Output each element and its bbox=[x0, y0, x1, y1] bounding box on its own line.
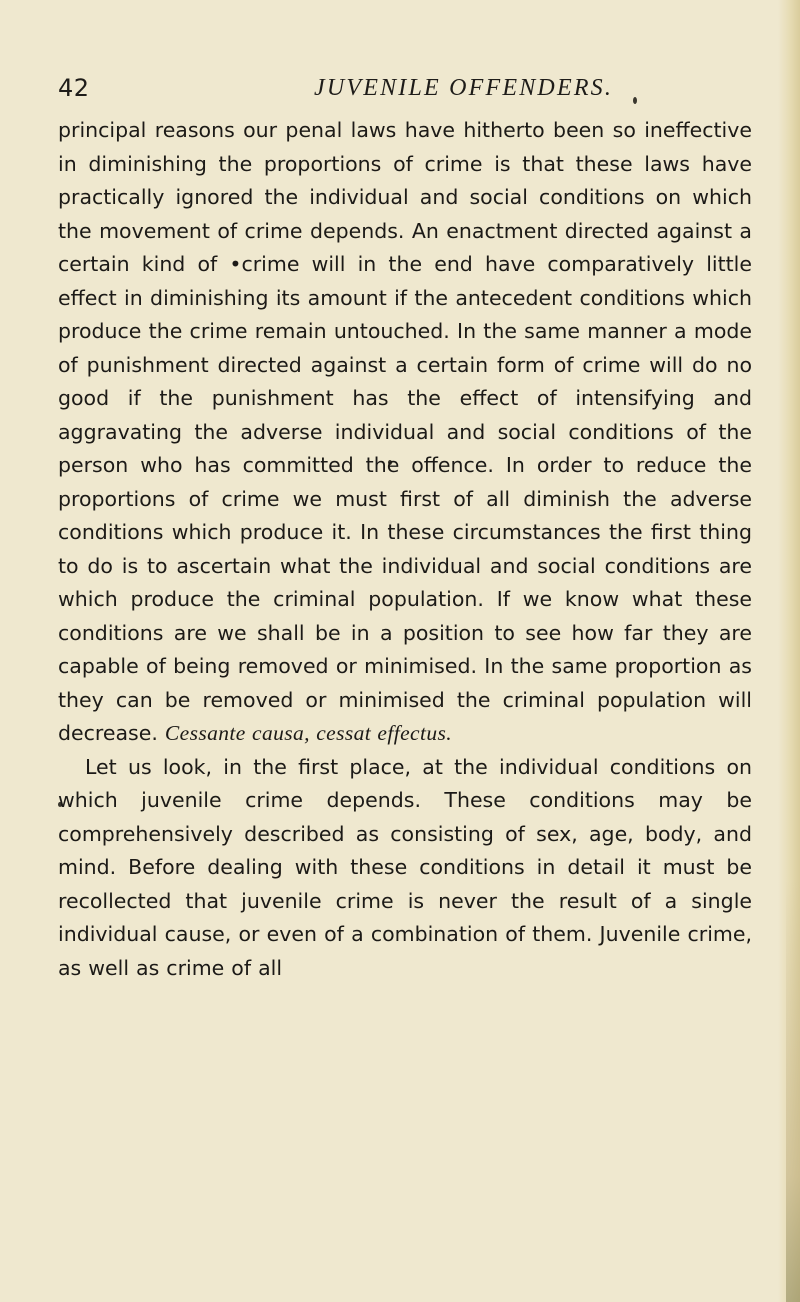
paragraph bbox=[58, 114, 752, 751]
paragraph-text: principal reasons our penal laws have hitherto been so ineffective in diminishing the proportions of crime is that these laws have practically ignored the individual and social conditions on which the movement of crime depends. An enactment directed against a certain kind of •crime will in the end have comparatively little effect in diminishing its amount if the antecedent conditions which produce the crime remain untouched. In the same manner a mode of punishment directed against a certain form of crime will do no good if the punishment has the effect of intensifying and aggravating the adverse individual and social conditions of the person who has committed the offence. In order to reduce the proportions of crime we must first of all diminish the adverse conditions which produce it. In these circumstances the first thing to do is to ascertain what the individual and social conditions are which produce the criminal population. If we know what these conditions are we shall be in a position to see how far they are capable of being removed or minimised. In the same proportion as they can be removed or minimised the criminal population will decrease. bbox=[58, 118, 752, 745]
page-edge-stain bbox=[786, 880, 800, 1302]
latin-maxim: Cessante causa, cessat effectus. bbox=[164, 721, 453, 745]
running-title: JUVENILE OFFENDERS. bbox=[314, 75, 614, 101]
body-text bbox=[58, 114, 752, 985]
ink-speck bbox=[633, 97, 637, 104]
paragraph bbox=[58, 751, 752, 986]
paragraph-text: Let us look, in the first place, at the individual conditions on which juvenile crime depends. These conditions may be comprehensively described as consisting of sex, age, body, and mind. Before dealing with these conditions in detail it must be recollected that juvenile crime is never the result of a single individual cause, or even of a combination of them. Juvenile crime, as well as crime of all bbox=[58, 754, 752, 980]
running-head bbox=[58, 74, 618, 108]
page-number: 42 bbox=[58, 74, 90, 102]
